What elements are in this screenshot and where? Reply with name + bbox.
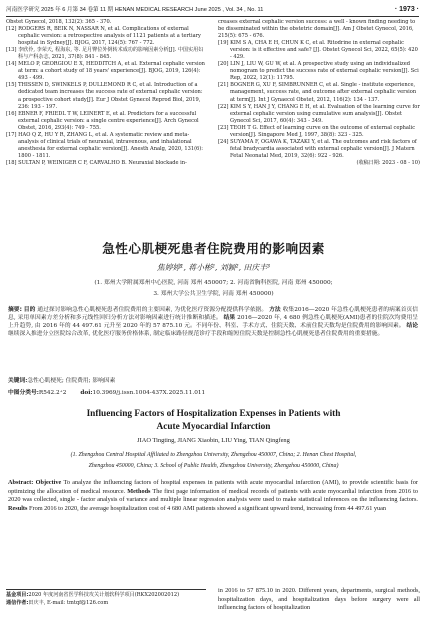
reference-entry: [12] RODGERS R, BEIK N, NASSAR N, et al. Complications of external cephalic version: a retrospective analysis of 1121 patients at a tertiary hospital in Sydney[J]. BJOG, 2017, 124(5): 767 - 772. xyxy=(6,26,201,47)
abstract-section-text: 2016—2020 年, 4 680 例急性心肌梗死(AMI)患者的住院次均费用呈上升趋势, 由 2016 年的 44 497.61 元升至 2020 年的 57 875.10 元。不同年份、科室、手术方式、住院天数、术前住院天数均是住院费用的影响因素。 xyxy=(8,315,419,330)
reference-entry: [15] THISSEN D, SWINKELS P, DULLEMOND R C, et al. Introduction of a dedicated team increases the success rate of external cephalic version: a prospective cohort study[J]. Eur J Obstet Gynecol Reprod Biol, 2019, 236: 193 - 197. xyxy=(6,82,203,110)
doi-label: doi: xyxy=(80,390,93,396)
clc-code: R542.2⁺2 xyxy=(38,390,67,396)
abstract-section-text: 通过探讨影响急性心肌梗死患者住院费用的主要因素, 为优化医疗资源分配提供科学依据。 xyxy=(37,307,268,313)
abstract-section-label: 目的 xyxy=(23,307,36,313)
abstract-en-continued: in 2016 to 57 875.10 in 2020. Different years, departments, surgical methods, hospitalization days, and hospitalization days before surgery were all influencing factors of hospitalization xyxy=(218,587,420,612)
reference-entry: [16] EBNER F, FRIEDL T W, LEINERT E, et al. Predictors for a successful external cephalic version: a single centre experience[J]. Arch Gynecol Obstet, 2016, 293(4): 749 - 755. xyxy=(6,110,199,131)
reference-entry: [22] KIM S Y, HAN J Y, CHANG E H, et al. Evaluation of the learning curve for external cephalic version using cumulative sum analysis[J]. Obstet Gynecol Sci, 2017, 60(4): 343 - 349. xyxy=(218,103,420,124)
reference-entry: [18] SULTAN P, WEINIGER C F, CARVALHO B. Neuraxial blockade in- xyxy=(6,159,187,166)
references-right-column xyxy=(218,19,420,167)
reference-continuation: Obstet Gynecol, 2018, 132(2): 365 - 370. xyxy=(6,19,112,25)
affiliations-cn-line1: (1. 郑州大学附属郑州中心医院, 河南 郑州 450007; 2. 河南省胸科医院, 河南 郑州 450000; xyxy=(94,280,333,286)
title-en-line1: Influencing Factors of Hospitalization Expenses in Patients with xyxy=(86,409,341,419)
reference-entry: [17] HAO Q Z, HU Y R, ZHANG L, et al. A systematic review and meta-analysis of clinical trials of neuraxial, intravenous, and inhalational anesthesia for external cephalic version[J]. Anesth Analg, 2020, 131(6): 1800 - 1811. xyxy=(6,131,204,159)
fund-line xyxy=(6,592,206,600)
fund-text: 2020 年度河南省医学科技攻关计划软科学项目(RKX202002012) xyxy=(28,592,180,598)
keywords-cn xyxy=(8,375,418,384)
classification-line xyxy=(8,387,418,396)
affiliations-en-line2: Zhengzhou 450000, China; 3. School of Public Health, Zhengzhou University, Zhengzhou 450000, China) xyxy=(88,462,339,469)
abstract-section-label: Methods xyxy=(127,487,151,495)
abstract-en xyxy=(8,479,418,513)
reference-entry: [14] MELO P, GEORGIOU E X, HEDDITCH A, et al. External cephalic version at term: a cohort study of 18 years' experience[J]. BJOG, 2019, 126(4): 493 - 499. xyxy=(6,61,205,82)
reference-entry: [21] BOGNER G, XU F, SIMBRUNNER C, et al. Single - institute experience, management, success rate, and outcome after external cephalic version at term[J]. Int J Gynaecol Obstet, 2012, 116(2): 134 - 137. xyxy=(218,82,417,103)
received-date: (收稿日期: 2023 - 08 - 10) xyxy=(356,159,420,166)
abstract-label: 摘要: xyxy=(8,307,22,313)
abstract-section-text: The first page information of medical records of patients with acute myocardial infarction from 2016 to 2020 was collected, single - factor analysis of variance and multiple linear regression analysis were used to make statistical inferences on the influencing factors. xyxy=(8,487,419,504)
reference-entry: [19] KIM S A, CHA E H, CHUN K C, et al. Ritodrine in external cephalic version: is it effective and safe? [J]. Obstet Gynecol Sci, 2022, 65(5): 420 - 429. xyxy=(218,40,418,61)
reference-entry: [24] SUYAMA F, OGAWA K, TAZAKI Y, et al. The outcomes and risk factors of fetal bradycardia associated with external cephalic version[J]. J Matern Fetal Neonatal Med, 2019, 32(6): 922 - 926. xyxy=(218,138,417,159)
abstract-section-text: 继续深入推进分立医院综合改革, 优化医疗服务价格体系, 制定临床路径规范诊疗手段和缩短住院天数是控制急性心肌梗死患者住院费用的重要措施。 xyxy=(8,331,384,338)
footnote xyxy=(6,589,206,608)
reference-continuation: creases external cephalic version success: a well - known finding needing to be disseminated within the obstetric domain[J]. Am J Obstet Gynecol, 2016, 215(5): 675 - 676. xyxy=(218,19,416,40)
reference-entry: [20] LIN J, LIU W, GU W, et al. A prospective study using an individualized nomogram to predict the success rate of external cephalic version[J]. Sci Rep, 2022, 12(1): 11795. xyxy=(218,61,419,82)
abstract-section-label: 结果 xyxy=(223,315,236,322)
clc-label: 中图分类号: xyxy=(8,390,39,396)
references-left-column xyxy=(6,19,206,167)
abstract-section-label: Results xyxy=(8,504,28,512)
page-number: · 1973 · xyxy=(394,6,419,13)
running-header xyxy=(6,4,419,17)
journal-header-text: 河南医学研究 2025 年 6 月第 34 卷第 11 期 HENAN MEDICAL RESEARCH June 2025 , Vol. 34 , No. 11 xyxy=(6,7,264,13)
corresponding-author-label: 通信作者: xyxy=(6,599,29,606)
doi-value: 10.3969/j.issn.1004-437X.2025.11.011 xyxy=(92,390,206,396)
corresponding-author-text: 田庆丰, E-mail: tmtqf@126.com xyxy=(28,599,109,606)
abstract-section-text: To analyze the influencing factors of hospital expenses in patients with acute myocardial infarction (AMI), to provide scientific basis for optimizing the allocation of medical resource. xyxy=(8,479,419,495)
article-title-en xyxy=(0,408,427,433)
abstract-section-text: 收集2016—2020 年急性心肌梗死患者的病案首页信息, 采用单因素方差分析和多元线性回归分析方法对影响因素进行统计推断和描述。 xyxy=(8,307,419,322)
affiliations-cn-line2: 3. 郑州大学公共卫生学院, 河南 郑州 450000) xyxy=(153,291,274,297)
authors-en: JIAO Tingting, JIANG Xiaobin, LIU Ying, TIAN Qingfeng xyxy=(137,437,290,444)
fund-label: 基金项目: xyxy=(6,592,29,598)
article-title-cn: 急性心肌梗死患者住院费用的影响因素 xyxy=(102,241,325,256)
reference-entry: [13] 李欣伶, 李荣天, 程海东, 等. 足月臀位外倒转术成功的影响因素分析[J]. 中国实用妇科与产科杂志, 2021, 37(8): 841 - 845. xyxy=(6,47,204,61)
affiliations-en xyxy=(0,450,427,471)
authors-cn: 焦婷婷¹, 蒋小彬², 刘颖², 田庆丰³ xyxy=(156,263,271,272)
keywords-label: 关键词: xyxy=(8,378,28,384)
abstract-cn xyxy=(8,306,418,339)
abstract-label: Abstract: xyxy=(8,479,34,486)
abstract-section-label: 结论 xyxy=(406,323,419,330)
title-en-line2: Acute Myocardial Infarction xyxy=(156,421,271,432)
abstract-section-label: 方法 xyxy=(269,307,281,313)
affiliations-en-line1: (1. Zhengzhou Central Hospital Affiliated to Zhengzhou University, Zhengzhou 450007, China; 2. Henan Chest Hospital, xyxy=(70,452,357,458)
abstract-section-label: Objective xyxy=(35,479,62,486)
keywords-text: 急性心肌梗死; 住院费用; 影响因素 xyxy=(27,378,116,384)
abstract-section-text: From 2016 to 2020, the average hospitalization cost of 4 680 AMI patients showed a significant upward trend, increasing from 44 497.61 yuan xyxy=(29,504,387,512)
corresponding-author-line xyxy=(6,600,206,608)
reference-entry: [23] TEOH T G. Effect of learning curve on the outcome of external cephalic version[J]. Singapore Med J, 1997, 38(8): 323 - 325. xyxy=(218,124,416,138)
